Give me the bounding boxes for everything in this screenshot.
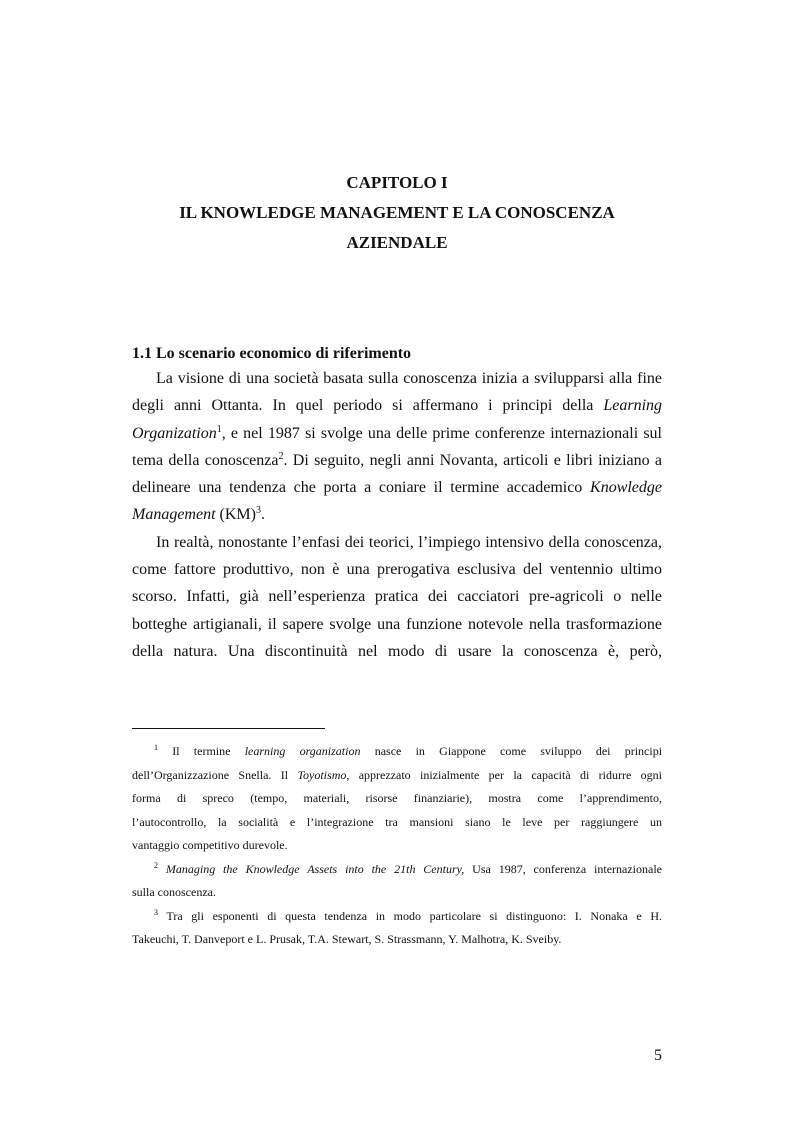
footnote-2-line-2 [132, 881, 662, 905]
chapter-heading [132, 168, 662, 258]
chapter-title-line-2: AZIENDALE [346, 233, 448, 252]
paragraph-1-line-3 [132, 420, 662, 447]
text-run: l’autocontrollo, la socialità e l’integrazione tra mansioni siano le leve per raggiungere un [132, 814, 662, 829]
text-run: Usa 1987, conferenza internazionale [464, 861, 662, 876]
footnote-3-line-2 [132, 928, 662, 952]
footnote-number: 2 [154, 860, 158, 870]
paragraph-2-line-2 [132, 556, 662, 583]
footnote-1-line-1 [132, 740, 662, 764]
footnotes [132, 740, 662, 952]
text-run: La visione di una società basata sulla conoscenza inizia a svilupparsi alla fine [156, 370, 662, 387]
paragraph-2-line-1 [132, 529, 662, 556]
text-run: In realtà, nonostante l’enfasi dei teorici, l’impiego intensivo della conoscenza, [156, 533, 662, 551]
text-run: dell’Organizzazione Snella. Il [132, 767, 289, 782]
text-run: Takeuchi, T. Danveport e L. Prusak, T.A. Stewart, S. Strassmann, Y. Malhotra, K. Sveiby. [132, 932, 562, 946]
text-run: sulla conoscenza. [132, 885, 216, 899]
italic-term: Knowledge [590, 479, 663, 497]
chapter-label: CAPITOLO I [346, 173, 448, 192]
footnote-1-line-3 [132, 787, 662, 811]
italic-term: Organization [132, 424, 217, 442]
footnote-3-line-1 [132, 905, 662, 929]
italic-term: Toyotismo [297, 767, 347, 782]
text-run: scorso. Infatti, già nell’esperienza pratica dei cacciatori pre-agricoli o nelle [132, 588, 662, 606]
chapter-title-line-1: IL KNOWLEDGE MANAGEMENT E LA CONOSCENZA [179, 203, 615, 222]
footnote-ref-3[interactable]: 3 [255, 505, 261, 517]
text-run: , e nel 1987 si svolge una delle prime conferenze internazionali sul [221, 424, 662, 442]
footnote-number: 3 [154, 907, 158, 917]
italic-term: Managing the Knowledge Assets into the 21th Century, [165, 861, 465, 876]
italic-term: learning organization [244, 744, 361, 758]
footnote-ref-2[interactable]: 2 [278, 450, 284, 462]
text-run: forma di spreco (tempo, materiali, risorse finanziarie), mostra come l’apprendimento, [132, 791, 662, 805]
paragraph-2-line-4 [132, 611, 662, 638]
section-heading: 1.1 Lo scenario economico di riferimento [132, 345, 412, 362]
text-run: nasce in Giappone come sviluppo dei principi [374, 744, 663, 758]
paragraph-2-line-5 [132, 638, 662, 665]
text-run: Tra gli esponenti di questa tendenza in modo particolare si distinguono: I. Nonaka e H. [166, 908, 662, 923]
text-run: degli anni Ottanta. In quel periodo si affermano i principi della [132, 397, 594, 415]
text-run: vantaggio competitivo durevole. [132, 838, 288, 852]
paragraph-1-line-6 [132, 501, 662, 528]
paragraph-1-line-5 [132, 474, 662, 501]
text-run: Il termine [172, 744, 231, 758]
page-number: 5 [654, 1047, 662, 1064]
paragraph-1-line-4 [132, 447, 662, 474]
text-run: . Di seguito, negli anni Novanta, articoli e libri iniziano a [283, 451, 663, 469]
text-run: (KM) [215, 506, 256, 524]
italic-term: Management [132, 506, 216, 524]
italic-term: Learning [603, 397, 663, 415]
footnote-number: 1 [154, 743, 158, 752]
paragraph-1-line-1 [132, 365, 662, 392]
footnote-separator [132, 728, 325, 729]
text-run: delineare una tendenza che porta a coniare il termine accademico [132, 479, 583, 497]
text-run: come fattore produttivo, non è una prerogativa esclusiva del ventennio ultimo [132, 561, 662, 579]
footnote-ref-1[interactable]: 1 [216, 423, 222, 435]
footnote-1-line-5 [132, 834, 662, 858]
paragraph-2-line-3 [132, 583, 662, 610]
text-run: , apprezzato inizialmente per la capacità di ridurre ogni [346, 767, 663, 782]
text-run: botteghe artigianali, il sapere svolge una funzione notevole nella trasformazione [132, 615, 662, 633]
text-run: della natura. Una discontinuità nel modo di usare la conoscenza è, però, [132, 642, 662, 660]
footnote-2-line-1 [132, 858, 662, 882]
paragraph-1-line-2 [132, 392, 662, 419]
body-text [132, 365, 662, 665]
text-run: . [260, 506, 265, 524]
footnote-1-line-4 [132, 811, 662, 835]
text-run: tema della conoscenza [132, 451, 279, 469]
footnote-1-line-2 [132, 764, 662, 788]
